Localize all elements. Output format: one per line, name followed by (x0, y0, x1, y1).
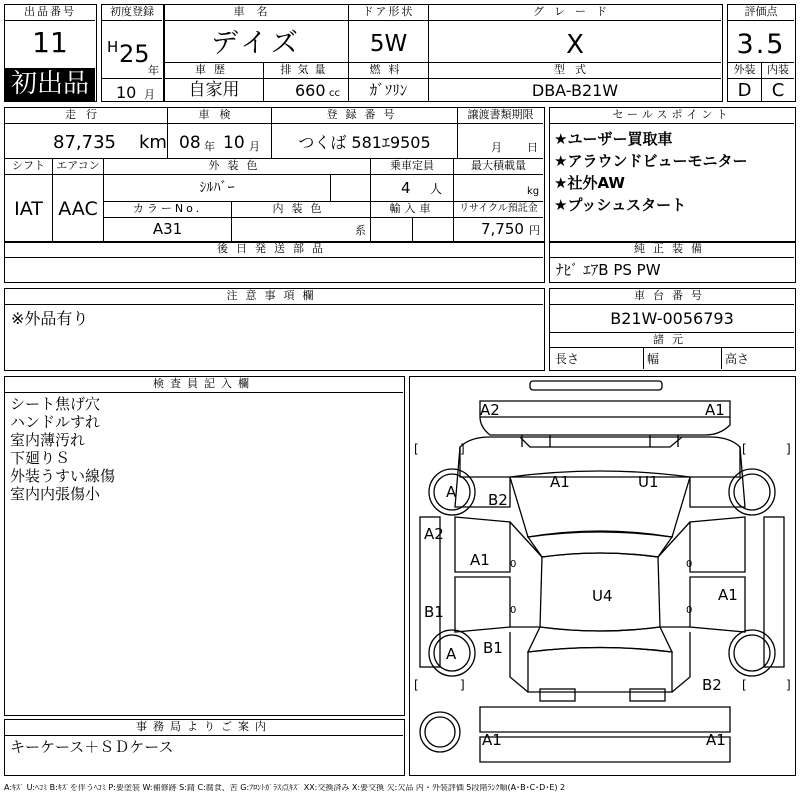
mark-a2-left: A2 (424, 525, 444, 543)
equipment-box (549, 241, 796, 283)
grade-label: グレード (429, 5, 721, 21)
fuel: ｶﾞｿﾘﾝ (369, 81, 408, 99)
mark-a1-hood: A1 (550, 473, 570, 491)
lot-number-box (4, 4, 97, 102)
equipment-label: 純正装備 (550, 242, 794, 258)
inspector-notes-label: 検査員記入欄 (5, 377, 403, 393)
svg-text:]: ] (786, 442, 791, 456)
plate-number: つくば 581ｴ9505 (298, 133, 431, 152)
spec-height-label: 高さ (725, 352, 750, 366)
exterior-grade: D (737, 80, 752, 101)
sales-point-2: ★アラウンドビューモニター (554, 152, 748, 170)
interior-grade-label: 内装 (762, 63, 794, 79)
legend: A:ｷｽﾞ U:ﾍｺﾐ B:ｷｽﾞを伴うﾍｺﾐ P:要塗装 W:補修跡 S:錆 C:腐食、苦 G:ﾌﾛﾝﾄｶﾞﾗｽ点ｷｽﾞ XX:交換済み X:要交換 欠:欠品 内・外装評価 5段階ﾗﾝｸ順(A･B･C･D･E) 2 (4, 784, 566, 792)
sales-point-1: ★ユーザー買取車 (554, 130, 673, 148)
history-label: 車歴 (165, 63, 263, 79)
mark-b1-rear: B1 (483, 639, 503, 657)
specs-label: 諸元 (550, 333, 794, 348)
inspector-line-1: シート焦げ穴 (10, 395, 101, 413)
fuel-label: 燃料 (349, 63, 428, 79)
max-load-unit: kg (527, 186, 540, 197)
exterior-color: ｼﾙﾊﾞｰ (199, 180, 235, 196)
month-unit: 月 (144, 88, 155, 101)
mark-a-rear-left-wheel: A (446, 645, 457, 663)
mark-b2-left: B2 (488, 491, 508, 509)
grade: X (566, 30, 584, 60)
displacement-unit: cc (329, 88, 340, 99)
shift: IAT (14, 198, 43, 220)
max-load-label: 最大積載量 (454, 159, 543, 175)
aircon-label: エアコン (53, 159, 103, 175)
svg-text:[: [ (414, 678, 419, 692)
inspector-line-2: ハンドルすれ (10, 413, 101, 431)
svg-text:]: ] (460, 442, 465, 456)
capacity-label: 乗車定員 (371, 159, 453, 175)
color-number: A31 (152, 220, 183, 238)
capacity-unit: 人 (430, 182, 443, 196)
capacity: 4 (401, 179, 411, 197)
first-registration-year: 25 (119, 40, 150, 68)
sales-point-3: ★社外AW (554, 174, 625, 192)
mark-u1-hood: U1 (638, 473, 659, 491)
aircon: AAC (58, 198, 98, 220)
office-guidance-box (4, 719, 405, 776)
notes-value: ※外品有り (11, 309, 89, 328)
mark-a1-left-door: A1 (470, 551, 490, 569)
sales-point-4: ★プッシュスタート (554, 196, 687, 214)
svg-text:0: 0 (686, 605, 693, 616)
inspector-line-5: 外装うすい線傷 (10, 467, 116, 485)
spec-width-label: 幅 (647, 352, 660, 366)
later-parts-box (4, 241, 545, 283)
model-label: 型式 (429, 63, 721, 79)
inspection-year: 08 (179, 133, 201, 153)
interior-color-label: 内装色 (232, 202, 370, 218)
recycle-deposit: 7,750 (481, 220, 524, 238)
year-unit: 年 (148, 64, 159, 77)
history: 自家用 (188, 80, 240, 100)
sales-points-label: セールスポイント (550, 108, 794, 124)
exterior-color-label: 外装色 (104, 159, 370, 175)
transfer-month-unit: 月 (491, 141, 502, 154)
car-name-label: 車名 (165, 5, 348, 21)
mark-a1-right-door: A1 (718, 586, 738, 604)
svg-text:]: ] (460, 678, 465, 692)
mileage: 87,735 (53, 132, 116, 153)
first-registration-label: 初度登録 (102, 5, 162, 21)
first-listing-badge: 初出品 (5, 68, 95, 101)
mark-a1-top-right: A1 (705, 401, 725, 419)
mileage-unit: km (139, 132, 167, 153)
svg-text:[: [ (742, 442, 747, 456)
chassis-label: 車台番号 (550, 289, 794, 305)
svg-text:0: 0 (510, 605, 517, 616)
inspection-year-unit: 年 (204, 140, 215, 153)
interior-color-unit: 系 (355, 224, 366, 237)
mark-b2-right: B2 (702, 676, 722, 694)
mark-a1-bottom-right: A1 (706, 731, 726, 749)
inspector-line-4: 下廻りＳ (10, 449, 71, 467)
mark-a2-top: A2 (480, 401, 500, 419)
displacement: 660 (295, 81, 326, 100)
first-registration-month: 10 (116, 83, 137, 102)
mark-b1-left: B1 (424, 603, 444, 621)
displacement-label: 排気量 (264, 63, 348, 79)
color-number-label: カラーNo. (104, 202, 231, 218)
notes-box (4, 288, 545, 371)
vehicle-info-box (164, 4, 723, 102)
score-box (727, 4, 796, 102)
spec-length-label: 長さ (555, 352, 580, 366)
inspection-month: 10 (223, 133, 245, 153)
model: DBA-B21W (531, 81, 619, 100)
score-label: 評価点 (728, 5, 794, 21)
mark-u4-roof: U4 (592, 587, 613, 605)
chassis-box (549, 288, 796, 371)
inspection-label: 車検 (168, 108, 271, 124)
office-guidance-value: キーケース＋ＳＤケース (10, 738, 174, 756)
inspection-month-unit: 月 (249, 140, 260, 153)
exterior-grade-label: 外装 (728, 63, 761, 79)
later-parts-label: 後日発送部品 (5, 242, 543, 258)
office-guidance-label: 事務局よりご案内 (5, 720, 403, 736)
transfer-day-unit: 日 (527, 141, 538, 154)
sales-points-box (549, 107, 796, 243)
svg-text:0: 0 (510, 559, 517, 570)
svg-text:[: [ (414, 442, 419, 456)
car-damage-diagram (410, 377, 794, 774)
import-label: 輸入車 (371, 202, 453, 218)
recycle-unit: 円 (529, 224, 540, 237)
svg-text:[: [ (742, 678, 747, 692)
door-type: 5W (369, 31, 408, 57)
car-name: デイズ (211, 28, 302, 59)
mark-a-front-left-wheel: A (446, 483, 457, 501)
door-type-label: ドア形状 (349, 5, 428, 21)
shift-label: シフト (5, 159, 52, 175)
svg-text:]: ] (786, 678, 791, 692)
plate-label: 登録番号 (272, 108, 457, 124)
mileage-label: 走行 (5, 108, 167, 124)
vehicle-details-box (4, 107, 545, 243)
equipment-value: ﾅﾋﾞ ｴｱB PS PW (556, 261, 661, 279)
inspector-notes-box (4, 376, 405, 716)
interior-grade: C (771, 80, 785, 101)
inspector-line-3: 室内薄汚れ (10, 431, 86, 449)
recycle-deposit-label: リサイクル預託金 (454, 202, 543, 218)
mark-a1-bottom-left: A1 (482, 731, 502, 749)
svg-text:0: 0 (686, 559, 693, 570)
transfer-deadline-label: 譲渡書類期限 (458, 108, 543, 124)
lot-number: 11 (32, 26, 68, 59)
notes-label: 注意事項欄 (5, 289, 543, 305)
car-diagram-box (409, 376, 796, 776)
era-letter: H (107, 38, 119, 56)
chassis-number: B21W-0056793 (610, 309, 734, 328)
first-registration-box (101, 4, 164, 102)
score: 3.5 (736, 29, 786, 60)
inspector-line-6: 室内内張傷小 (10, 485, 101, 503)
lot-number-label: 出品番号 (5, 5, 95, 21)
